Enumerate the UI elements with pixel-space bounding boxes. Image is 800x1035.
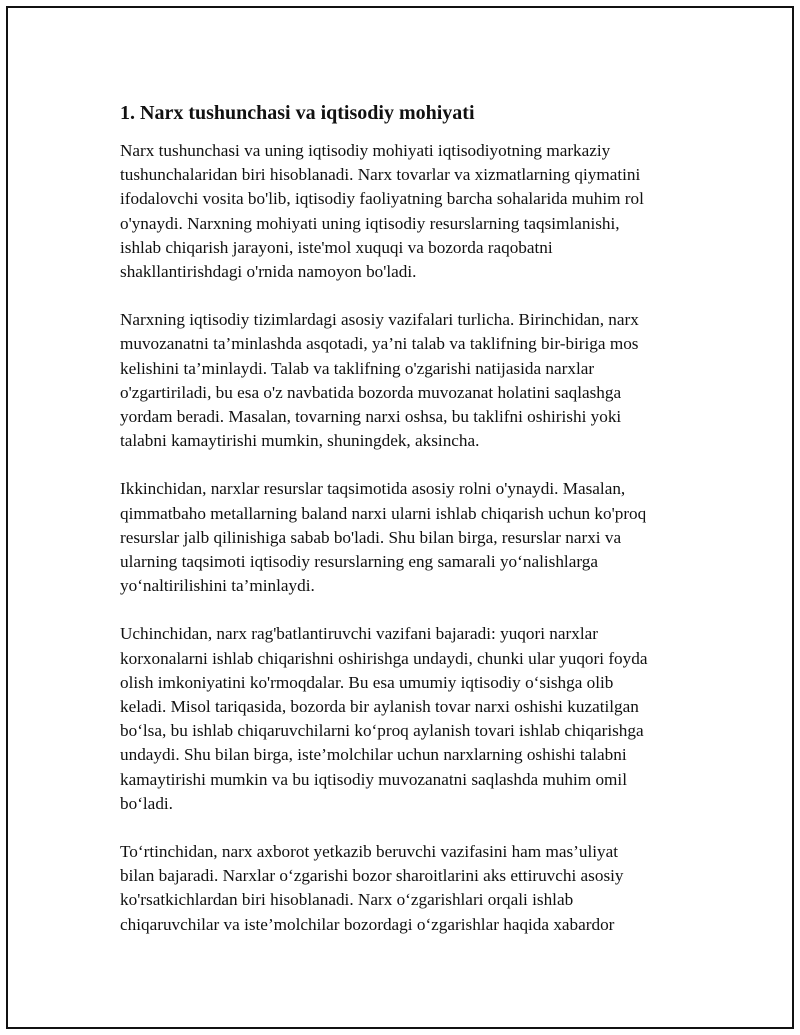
paragraph-line: bo‘lsa, bu ishlab chiqaruvchilarni ko‘proq aylanish tovari ishlab chiqarishga [120, 721, 644, 741]
paragraph [120, 622, 700, 816]
page-frame [6, 6, 794, 1029]
paragraph [120, 139, 700, 284]
paragraph-line: Ikkinchidan, narxlar resurslar taqsimotida asosiy rolni o'ynaydi. Masalan, [120, 479, 626, 499]
paragraph-line: ko'rsatkichlardan biri hisoblanadi. Narx o‘zgarishlari orqali ishlab [120, 890, 574, 910]
paragraph-line: shakllantirishdagi o'rnida namoyon bo'ladi. [120, 262, 417, 282]
paragraph-line: chiqaruvchilar va iste’molchilar bozordagi o‘zgarishlar haqida xabardor [120, 914, 615, 934]
paragraph-line: bilan bajaradi. Narxlar o‘zgarishi bozor sharoitlarini aks ettiruvchi asosiy [120, 866, 624, 886]
paragraph-line: ularning taqsimoti iqtisodiy resurslarning eng samarali yo‘nalishlarga [120, 552, 598, 572]
paragraph-line: kamaytirishi mumkin va bu iqtisodiy muvozanatni saqlashda muhim omil [120, 769, 627, 789]
paragraph-line: ishlab chiqarish jarayoni, iste'mol xuquqi va bozorda raqobatni [120, 237, 553, 257]
paragraph-line: keladi. Misol tariqasida, bozorda bir aylanish tovar narxi oshishi kuzatilgan [120, 697, 639, 717]
paragraph [120, 477, 700, 598]
paragraph-line: korxonalarni ishlab chiqarishni oshirishga undaydi, chunki ular yuqori foyda [120, 648, 648, 668]
paragraph-line: talabni kamaytirishi mumkin, shuningdek, aksincha. [120, 431, 480, 451]
paragraph-line: undaydi. Shu bilan birga, iste’molchilar uchun narxlarning oshishi talabni [120, 745, 627, 765]
paragraph-line: Uchinchidan, narx rag'batlantiruvchi vazifani bajaradi: yuqori narxlar [120, 624, 598, 644]
paragraph-line: olish imkoniyatini ko'rmoqdalar. Bu esa umumiy iqtisodiy o‘sishga olib [120, 672, 614, 692]
document-body [120, 100, 700, 937]
paragraph [120, 308, 700, 453]
paragraph-line: Narxning iqtisodiy tizimlardagi asosiy vazifalari turlicha. Birinchidan, narx [120, 310, 639, 330]
paragraph-line: yo‘naltirilishini ta’minlaydi. [120, 576, 315, 596]
paragraph-line: muvozanatni ta’minlashda asqotadi, ya’ni talab va taklifning bir-biriga mos [120, 334, 639, 354]
paragraph-line: kelishini ta’minlaydi. Talab va taklifning o'zgarishi natijasida narxlar [120, 358, 595, 378]
paragraph [120, 840, 700, 937]
paragraph-line: resurslar jalb qilinishiga sabab bo'ladi. Shu bilan birga, resurslar narxi va [120, 527, 622, 547]
paragraph-line: To‘rtinchidan, narx axborot yetkazib beruvchi vazifasini ham mas’uliyat [120, 842, 619, 862]
paragraph-line: tushunchalaridan biri hisoblanadi. Narx tovarlar va xizmatlarning qiymatini [120, 165, 641, 185]
paragraph-line: Narx tushunchasi va uning iqtisodiy mohiyati iqtisodiyotning markaziy [120, 141, 611, 160]
paragraph-container [120, 139, 700, 937]
section-heading: 1. Narx tushunchasi va iqtisodiy mohiyati [120, 102, 475, 124]
paragraph-line: o'zgartiriladi, bu esa o'z navbatida bozorda muvozanat holatini saqlashga [120, 382, 622, 402]
paragraph-line: ifodalovchi vosita bo'lib, iqtisodiy faoliyatning barcha sohalarida muhim rol [120, 189, 644, 209]
paragraph-line: qimmatbaho metallarning baland narxi ularni ishlab chiqarish uchun ko'proq [120, 503, 647, 523]
paragraph-line: bo‘ladi. [120, 793, 173, 813]
paragraph-line: o'ynaydi. Narxning mohiyati uning iqtisodiy resurslarning taqsimlanishi, [120, 213, 620, 233]
paragraph-line: yordam beradi. Masalan, tovarning narxi oshsa, bu taklifni oshirishi yoki [120, 407, 622, 427]
